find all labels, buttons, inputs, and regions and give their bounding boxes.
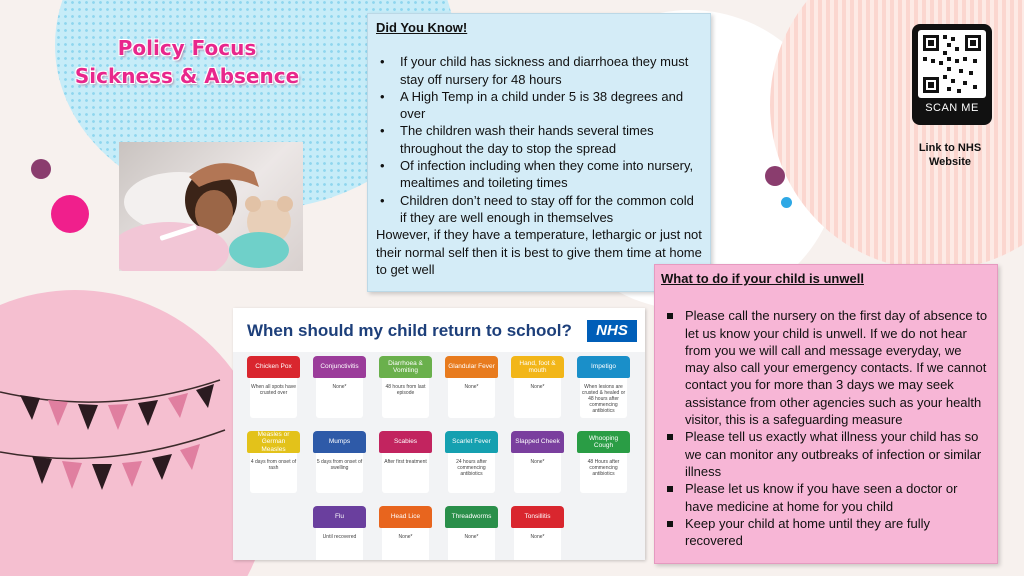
illness-name: Head Lice bbox=[379, 506, 432, 528]
illness-guidance: None* bbox=[448, 378, 495, 418]
bunting-decoration bbox=[0, 372, 240, 522]
list-item: • Of infection including when they come into nursery, mealtimes and toileting times bbox=[376, 157, 702, 192]
illness-name: Flu bbox=[313, 506, 366, 528]
did-you-know-list bbox=[376, 53, 702, 226]
illness-name: Mumps bbox=[313, 431, 366, 453]
list-item: Please call the nursery on the first day of absence to let us know your child is unwell. If we do not hear from you we will call and message everyday, we may also call your emergency contacts. If we cannot contact you for more than 3 days we may seek assistance from other agencies such as your health visitor, this is a safeguarding measure bbox=[661, 307, 989, 428]
nhs-link-line-1: Link to NHS bbox=[918, 142, 982, 154]
list-item: • Children don’t need to stay off for the common cold if they are well enough in themselves bbox=[376, 192, 702, 227]
illness-guidance: None* bbox=[514, 528, 561, 560]
illness-name: Scabies bbox=[379, 431, 432, 453]
title-line-1: Policy Focus bbox=[117, 36, 257, 60]
list-item: • A High Temp in a child under 5 is 38 degrees and over bbox=[376, 88, 702, 123]
illness-tile bbox=[313, 431, 366, 493]
list-item: Please let us know if you have seen a doctor or have medicine at home for you child bbox=[661, 480, 989, 515]
illness-guidance: When all spots have crusted over bbox=[250, 378, 297, 418]
illness-tile bbox=[379, 506, 432, 560]
qr-code-icon[interactable] bbox=[918, 30, 986, 98]
list-item: Keep your child at home until they are fully recovered bbox=[661, 515, 989, 550]
illness-name: Threadworms bbox=[445, 506, 498, 528]
unwell-list bbox=[661, 307, 989, 549]
illness-guidance: None* bbox=[514, 378, 561, 418]
list-item: • The children wash their hands several times throughout the day to stop the spread bbox=[376, 122, 702, 157]
title-line-2: Sickness & Absence bbox=[74, 64, 300, 88]
sick-child-photo bbox=[119, 142, 303, 271]
illness-tile bbox=[511, 506, 564, 560]
dot-magenta-left bbox=[51, 195, 89, 233]
illness-name: Slapped Cheek bbox=[511, 431, 564, 453]
poster-header bbox=[233, 308, 645, 350]
nhs-logo: NHS bbox=[587, 320, 637, 342]
nhs-link-line-2: Website bbox=[929, 156, 971, 168]
illness-name: Conjunctivitis bbox=[313, 356, 366, 378]
unwell-heading: What to do if your child is unwell bbox=[661, 271, 864, 286]
illness-tile bbox=[577, 356, 630, 418]
illness-tile bbox=[247, 356, 300, 418]
poster-illness-grid bbox=[233, 352, 645, 560]
qr-pattern bbox=[918, 30, 986, 98]
dot-purple-left bbox=[31, 159, 51, 179]
scan-me-label: SCAN ME bbox=[925, 102, 979, 114]
nhs-link-caption bbox=[892, 141, 1008, 169]
did-you-know-footer: However, if they have a temperature, lethargic or just not their normal self then it is best to give them time at home to get well bbox=[376, 227, 702, 277]
illness-tile bbox=[445, 506, 498, 560]
illness-tile bbox=[247, 431, 300, 493]
illness-name: Diarrhoea & Vomiting bbox=[379, 356, 432, 378]
illness-guidance: None* bbox=[316, 378, 363, 418]
illness-name: Chicken Pox bbox=[247, 356, 300, 378]
unwell-box bbox=[654, 264, 998, 564]
nhs-return-to-school-poster bbox=[233, 308, 645, 560]
illness-name: Hand, foot & mouth bbox=[511, 356, 564, 378]
illness-name: Scarlet Fever bbox=[445, 431, 498, 453]
illness-guidance: Until recovered bbox=[316, 528, 363, 560]
illness-name: Impetigo bbox=[577, 356, 630, 378]
illness-guidance: 5 days from onset of swelling bbox=[316, 453, 363, 493]
illness-name: Glandular Fever bbox=[445, 356, 498, 378]
illness-tile bbox=[445, 431, 498, 493]
sick-child-illustration bbox=[119, 142, 303, 271]
illness-guidance: 24 hours after commencing antibiotics bbox=[448, 453, 495, 493]
illness-guidance: 48 hours from last episode bbox=[382, 378, 429, 418]
illness-tile bbox=[511, 431, 564, 493]
did-you-know-box bbox=[367, 13, 711, 292]
illness-guidance: None* bbox=[382, 528, 429, 560]
illness-tile bbox=[379, 356, 432, 418]
did-you-know-heading: Did You Know! bbox=[376, 20, 468, 35]
illness-name: Measles or German Measles bbox=[247, 431, 300, 453]
illness-guidance: After first treatment bbox=[382, 453, 429, 493]
illness-tile bbox=[313, 356, 366, 418]
illness-tile bbox=[313, 506, 366, 560]
illness-guidance: None* bbox=[514, 453, 561, 493]
dot-blue-right bbox=[781, 197, 792, 208]
illness-guidance: None* bbox=[448, 528, 495, 560]
illness-guidance: 48 Hours after commencing antibiotics bbox=[580, 453, 627, 493]
list-item: Please tell us exactly what illness your child has so we can monitor any outbreaks of infection or similar illness bbox=[661, 428, 989, 480]
poster-title: When should my child return to school? bbox=[247, 321, 572, 340]
illness-tile bbox=[379, 431, 432, 493]
dot-purple-right bbox=[765, 166, 785, 186]
illness-guidance: 4 days from onset of rash bbox=[250, 453, 297, 493]
illness-tile bbox=[445, 356, 498, 418]
illness-name: Tonsillitis bbox=[511, 506, 564, 528]
list-item: • If your child has sickness and diarrhoea they must stay off nursery for 48 hours bbox=[376, 53, 702, 88]
illness-guidance: When lesions are crusted & healed or 48 hours after commencing antibiotics bbox=[580, 378, 627, 418]
illness-tile bbox=[511, 356, 564, 418]
page-title bbox=[62, 34, 312, 90]
illness-name: Whooping Cough bbox=[577, 431, 630, 453]
qr-code-card[interactable] bbox=[912, 24, 992, 125]
illness-tile bbox=[577, 431, 630, 493]
